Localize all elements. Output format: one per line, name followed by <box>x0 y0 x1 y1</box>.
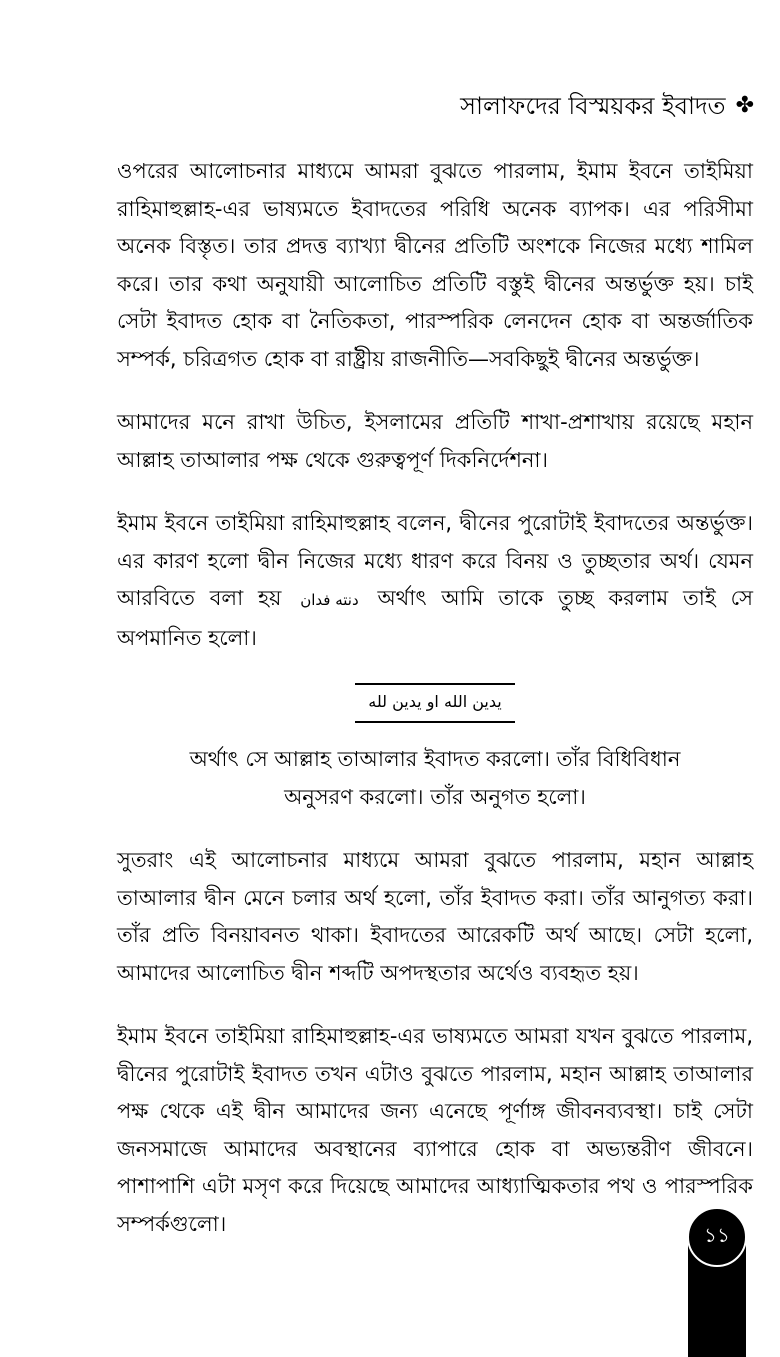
paragraph-5: ইমাম ইবনে তাইমিয়া রাহিমাহুল্লাহ-এর ভাষ্যমতে আমরা যখন বুঝতে পারলাম, দ্বীনের পুরোটাই ইবাদত তখন এটাও বুঝতে পারলাম, মহান আল্লাহ তাআলার পক্ষ থেকে এই দ্বীন আমাদের জন্য এনেছে পূর্ণাঙ্গ জীবনব্যবস্থা। চাই সেটা জনসমাজে আমাদের অবস্থানের ব্যাপারে হোক বা অভ্যন্তরীণ জীবনে। পাশাপাশি এটা মসৃণ করে দিয়েছে আমাদের আধ্যাত্মিকতার পথ ও পারস্পরিক সম্পর্কগুলো। <box>117 1024 753 1236</box>
paragraph-4: সুতরাং এই আলোচনার মাধ্যমে আমরা বুঝতে পারলাম, মহান আল্লাহ তাআলার দ্বীন মেনে চলার অর্থ হলো, তাঁর ইবাদত করা। তাঁর আনুগত্য করা। তাঁর প্রতি বিনয়াবনত থাকা। ইবাদতের আরেকটি অর্থ আছে। সেটা হলো, আমাদের আলোচিত দ্বীন শব্দটি অপদস্থতার অর্থেও ব্যবহৃত হয়। <box>117 848 753 985</box>
arabic-quote-box <box>355 683 515 723</box>
paragraph-3 <box>117 505 753 657</box>
arabic-inline-phrase: دنته فدان <box>300 591 359 609</box>
header-title: সালাফদের বিস্ময়কর ইবাদত <box>460 92 726 120</box>
paragraph-2: আমাদের মনে রাখা উচিত, ইসলামের প্রতিটি শাখা-প্রশাখায় রয়েছে মহান আল্লাহ তাআলার পক্ষ থেকে গুরুত্বপূর্ণ দিকনির্দেশনা। <box>117 410 753 472</box>
translation-centered <box>117 741 753 816</box>
page-number-badge <box>687 1207 747 1267</box>
translation-line-2: অনুসরণ করলো। তাঁর অনুগত হলো। <box>284 784 586 809</box>
clover-ornament-icon: ✤ <box>735 93 754 118</box>
running-header <box>460 88 754 124</box>
paragraph-3-text-after: অর্থাৎ আমি তাকে তুচ্ছ করলাম তাই সে অপমানিত হলো। <box>117 586 753 650</box>
page-number: ১১ <box>704 1222 730 1247</box>
paragraph-3-text-before: ইমাম ইবনে তাইমিয়া রাহিমাহুল্লাহ বলেন, দ্বীনের পুরোটাই ইবাদতের অন্তর্ভুক্ত। এর কারণ হলো দ্বীন নিজের মধ্যে ধারণ করে বিনয় ও তুচ্ছতার অর্থ। যেমন আরবিতে বলা হয় <box>117 511 753 610</box>
translation-line-1: অর্থাৎ সে আল্লাহ তাআলার ইবাদত করলো। তাঁর বিধিবিধান <box>189 747 681 771</box>
arabic-quote-text: يدين الله او يدين لله <box>368 692 502 711</box>
paragraph-1: ওপরের আলোচনার মাধ্যমে আমরা বুঝতে পারলাম, ইমাম ইবনে তাইমিয়া রাহিমাহুল্লাহ-এর ভাষ্যমতে ইবাদতের পরিধি অনেক ব্যাপক। এর পরিসীমা অনেক বিস্তৃত। তার প্রদত্ত ব্যাখ্যা দ্বীনের প্রতিটি অংশকে নিজের মধ্যে শামিল করে। তার কথা অনুযায়ী আলোচিত প্রতিটি বস্তুই দ্বীনের অন্তর্ভুক্ত হয়। চাই সেটা ইবাদত হোক বা নৈতিকতা, পারস্পরিক লেনদেন হোক বা অন্তর্জাতিক সম্পর্ক, চরিত্রগত হোক বা রাষ্ট্রীয় রাজনীতি—সবকিছুই দ্বীনের অন্তর্ভুক্ত। <box>117 159 753 371</box>
page-body <box>117 153 753 1269</box>
